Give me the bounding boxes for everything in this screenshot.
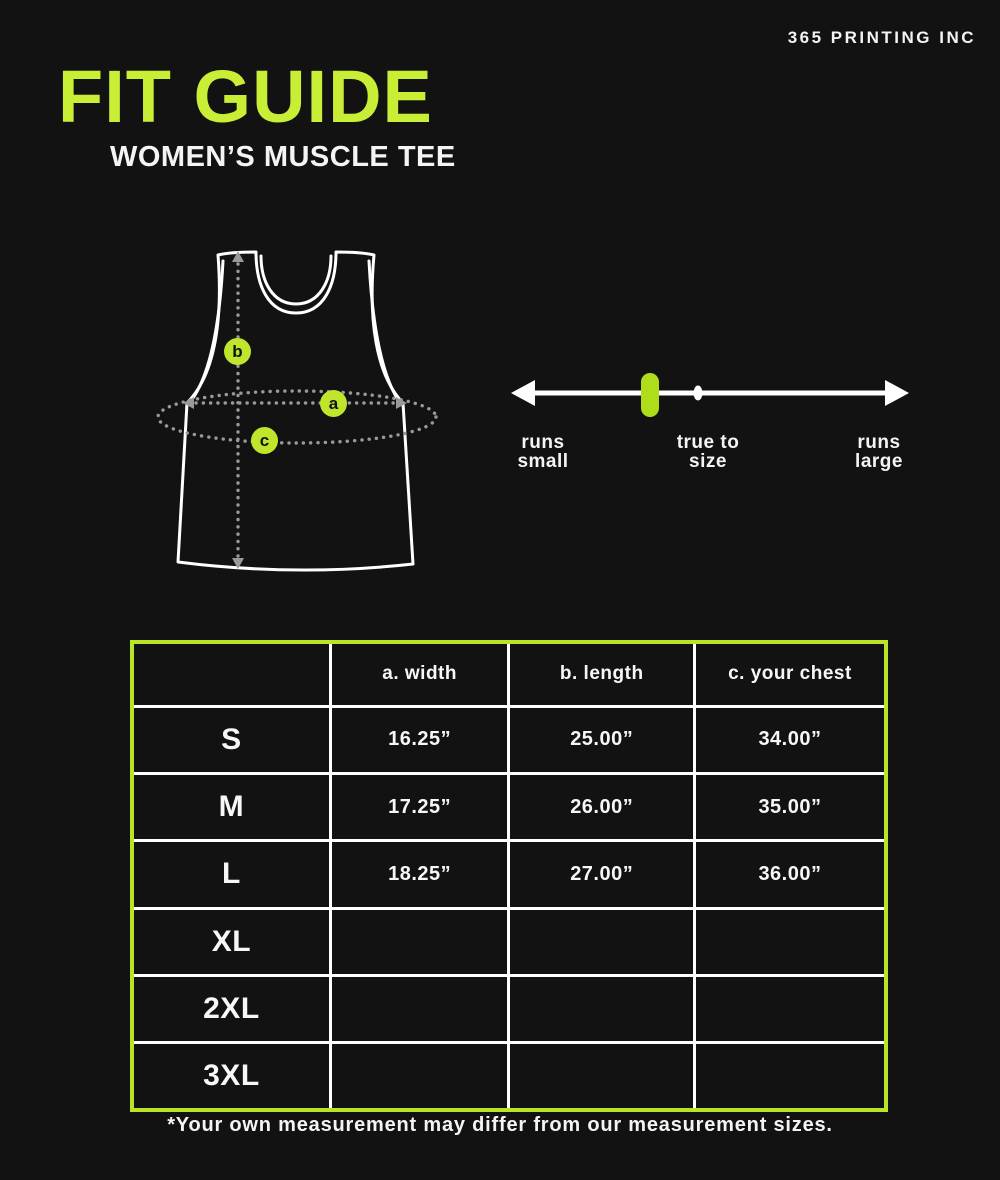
- row-xl-chest: [694, 908, 886, 975]
- row-3xl-size: 3XL: [132, 1043, 330, 1110]
- row-2xl-length: [509, 975, 694, 1042]
- header-width: a. width: [330, 642, 509, 706]
- row-2xl-size: 2XL: [132, 975, 330, 1042]
- row-xl-size: XL: [132, 908, 330, 975]
- row-m-width: 17.25”: [330, 773, 509, 840]
- table-row: [132, 773, 886, 840]
- table-row: [132, 1043, 886, 1110]
- measurement-disclaimer: *Your own measurement may differ from our measurement sizes.: [167, 1114, 833, 1136]
- table-header-row: [132, 642, 886, 706]
- row-m-length: 26.00”: [509, 773, 694, 840]
- scale-label-true-to-size: [677, 433, 740, 472]
- runs-small-line2: small: [517, 451, 569, 473]
- marker-c-letter: c: [259, 431, 270, 450]
- row-l-chest: 36.00”: [694, 841, 886, 908]
- header-size: [132, 642, 330, 706]
- row-xl-width: [330, 908, 509, 975]
- header-chest: c. your chest: [694, 642, 886, 706]
- true-to-size-line2: size: [689, 451, 727, 473]
- table-row: [132, 841, 886, 908]
- page-subtitle: WOMEN’S MUSCLE TEE: [110, 141, 456, 173]
- marker-a: [320, 390, 347, 417]
- tank-top-outline: [178, 252, 413, 570]
- row-2xl-chest: [694, 975, 886, 1042]
- page-title: FIT GUIDE: [58, 55, 433, 138]
- scale-label-runs-small: [517, 433, 568, 472]
- row-xl-length: [509, 908, 694, 975]
- runs-large-line2: large: [855, 451, 903, 473]
- chest-circumference-ellipse: [158, 391, 436, 443]
- marker-a-letter: a: [328, 394, 339, 413]
- marker-c: [251, 427, 278, 454]
- header-length: b. length: [509, 642, 694, 706]
- runs-large-line1: runs: [857, 432, 901, 453]
- row-l-length: 27.00”: [509, 841, 694, 908]
- row-m-chest: 35.00”: [694, 773, 886, 840]
- row-3xl-chest: [694, 1043, 886, 1110]
- marker-b: [224, 338, 251, 365]
- fit-scale-track: [515, 360, 905, 426]
- marker-b-letter: b: [232, 342, 243, 361]
- row-l-size: L: [132, 841, 330, 908]
- row-s-width: 16.25”: [330, 706, 509, 773]
- measurement-guides: [158, 264, 436, 556]
- fit-marker: [641, 373, 659, 417]
- true-to-size-line1: true to: [676, 432, 740, 453]
- row-m-size: M: [132, 773, 330, 840]
- row-2xl-width: [330, 975, 509, 1042]
- scale-label-runs-large: [855, 433, 903, 472]
- row-l-width: 18.25”: [330, 841, 509, 908]
- table-row: [132, 908, 886, 975]
- runs-small-line1: runs: [521, 432, 565, 453]
- row-3xl-length: [509, 1043, 694, 1110]
- brand-name: 365 PRINTING INC: [787, 28, 976, 47]
- row-s-length: 25.00”: [509, 706, 694, 773]
- row-s-chest: 34.00”: [694, 706, 886, 773]
- muscle-tee-diagram: [130, 230, 460, 580]
- size-table: [130, 640, 888, 1112]
- table-row: [132, 706, 886, 773]
- row-3xl-width: [330, 1043, 509, 1110]
- table-row: [132, 975, 886, 1042]
- row-s-size: S: [132, 706, 330, 773]
